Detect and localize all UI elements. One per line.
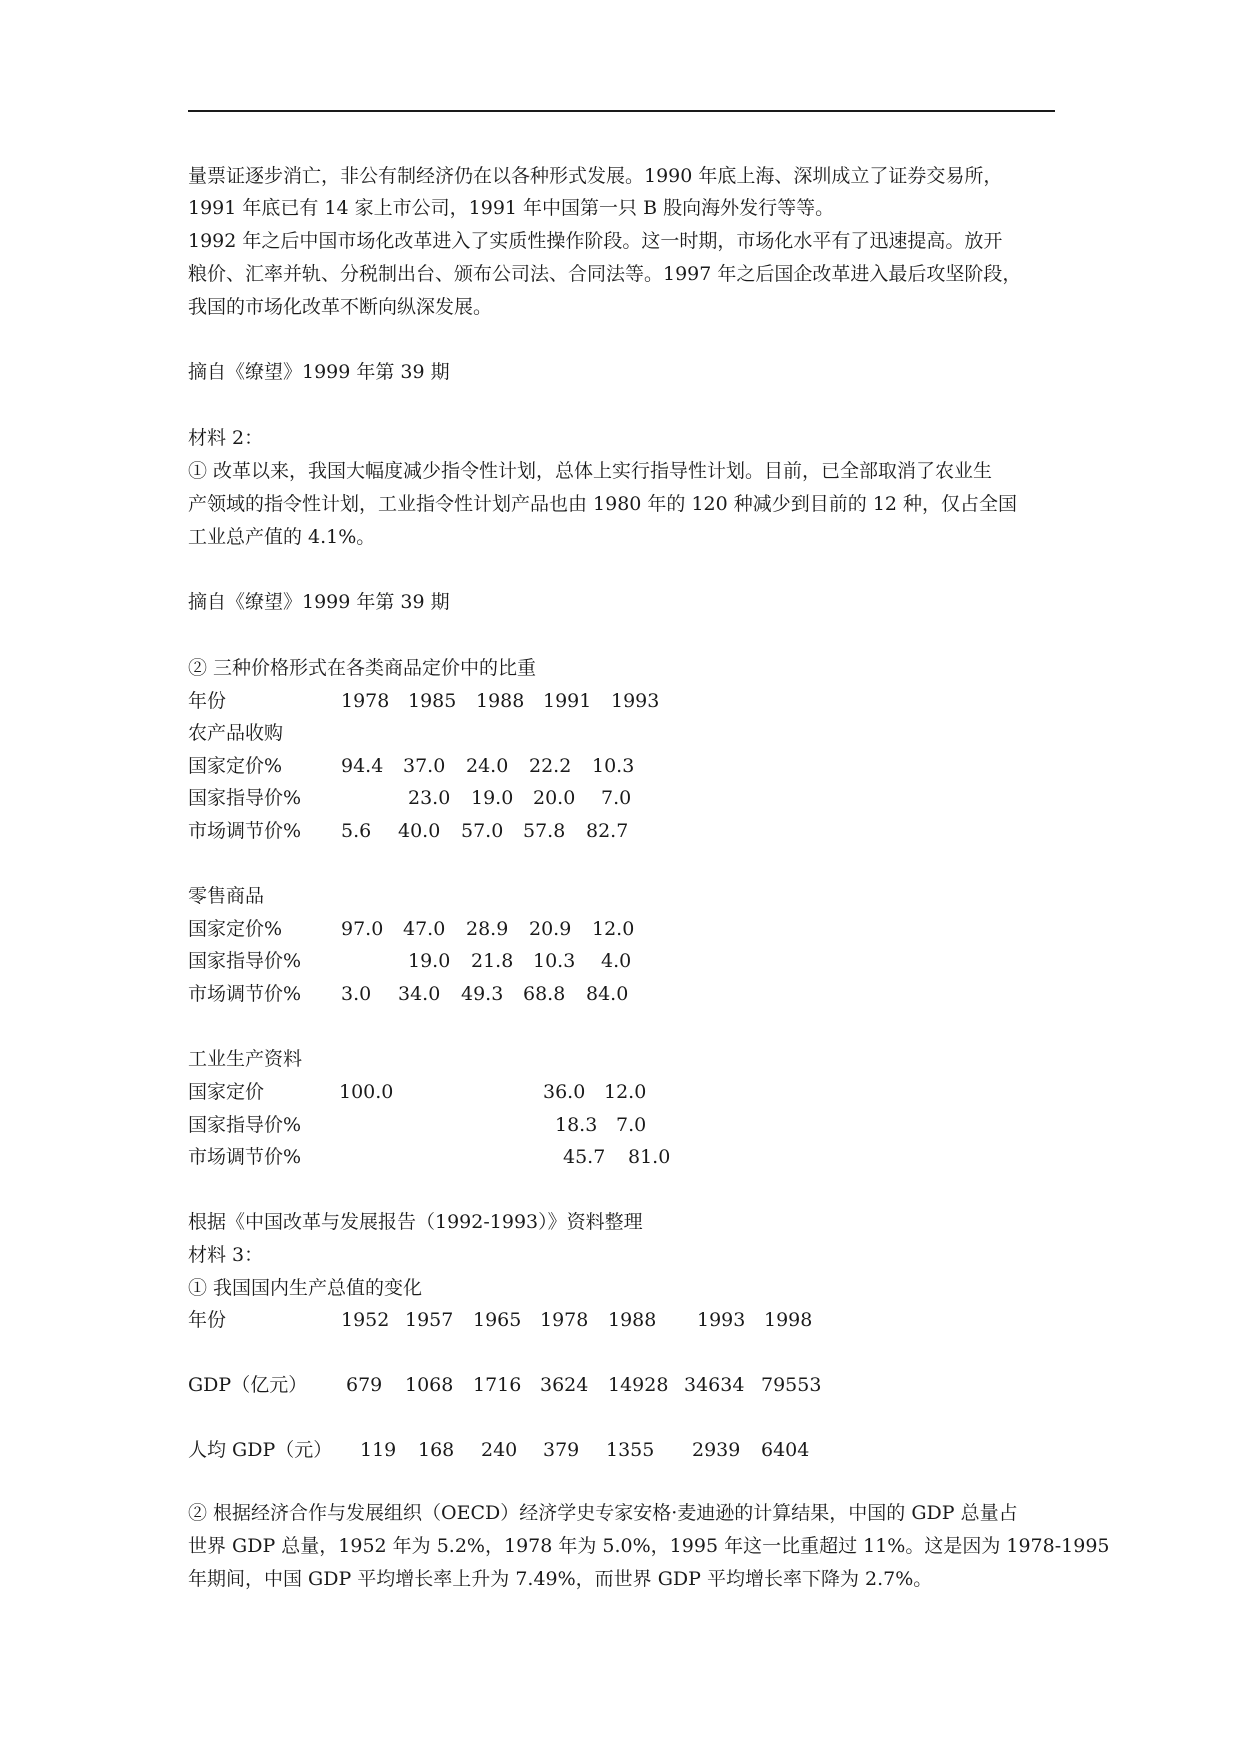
cell: 20.9 (529, 918, 572, 940)
cell: 47.0 (403, 918, 446, 940)
material3-point2-line: 年期间，中国 GDP 平均增长率上升为 7.49%，而世界 GDP 平均增长率下降为 2.7%。 (188, 1568, 933, 1590)
cell: 21.8 (471, 950, 514, 972)
per-capita-cell: 379 (543, 1439, 580, 1461)
year-cell: 1988 (476, 690, 525, 712)
gdp-cell: 79553 (761, 1374, 822, 1396)
cell: 68.8 (523, 983, 566, 1005)
group-name: 零售商品 (188, 885, 265, 907)
intro-line: 我国的市场化改革不断向纵深发展。 (188, 296, 493, 318)
material3-heading: 材料 3： (188, 1244, 264, 1266)
cell: 34.0 (398, 983, 441, 1005)
gdp-cell: 1068 (405, 1374, 454, 1396)
cell: 97.0 (341, 918, 384, 940)
cell: 82.7 (586, 820, 629, 842)
price-table-source: 根据《中国改革与发展报告（1992-1993）》资料整理 (188, 1211, 643, 1233)
material3-point2-line: ② 根据经济合作与发展组织（OECD）经济学史专家安格·麦迪逊的计算结果，中国的 GDP 总量占 (188, 1502, 1018, 1524)
cell: 4.0 (601, 950, 632, 972)
cell: 45.7 (563, 1146, 606, 1168)
gdp-table-title: ① 我国国内生产总值的变化 (188, 1277, 423, 1299)
cell: 7.0 (616, 1114, 647, 1136)
row-label: 国家指导价% (188, 787, 302, 809)
per-capita-cell: 2939 (692, 1439, 741, 1461)
cell: 40.0 (398, 820, 441, 842)
material2-point1-line: ① 改革以来，我国大幅度减少指令性计划，总体上实行指导性计划。目前，已全部取消了农业生 (188, 460, 993, 482)
cell: 3.0 (341, 983, 372, 1005)
cell: 20.0 (533, 787, 576, 809)
cell: 10.3 (592, 755, 635, 777)
intro-line: 量票证逐步消亡，非公有制经济仍在以各种形式发展。1990 年底上海、深圳成立了证券交易所， (188, 165, 1003, 187)
year-label: 年份 (188, 690, 227, 712)
row-label: 国家定价% (188, 918, 283, 940)
material2-heading: 材料 2： (188, 427, 264, 449)
cell: 28.9 (466, 918, 509, 940)
year-cell: 1957 (405, 1309, 454, 1331)
per-capita-cell: 168 (418, 1439, 455, 1461)
material2-source: 摘自《缭望》1999 年第 39 期 (188, 591, 450, 613)
cell: 36.0 (543, 1081, 586, 1103)
cell: 18.3 (555, 1114, 598, 1136)
intro-source: 摘自《缭望》1999 年第 39 期 (188, 361, 450, 383)
year-cell: 1978 (540, 1309, 589, 1331)
cell: 12.0 (604, 1081, 647, 1103)
material3-point2-line: 世界 GDP 总量，1952 年为 5.2%，1978 年为 5.0%，1995 年这一比重超过 11%。这是因为 1978-1995 (188, 1535, 1110, 1557)
year-cell: 1993 (611, 690, 660, 712)
per-capita-cell: 1355 (606, 1439, 655, 1461)
per-capita-label: 人均 GDP（元） (188, 1439, 333, 1461)
cell: 57.0 (461, 820, 504, 842)
material2-point1-line: 工业总产值的 4.1%。 (188, 526, 376, 548)
intro-line: 1991 年底已有 14 家上市公司，1991 年中国第一只 B 股向海外发行等等。 (188, 197, 835, 219)
year-cell: 1952 (341, 1309, 390, 1331)
gdp-cell: 3624 (540, 1374, 589, 1396)
group-name: 工业生产资料 (188, 1048, 303, 1070)
per-capita-cell: 119 (360, 1439, 397, 1461)
cell: 5.6 (341, 820, 372, 842)
year-label: 年份 (188, 1309, 227, 1331)
cell: 94.4 (341, 755, 384, 777)
year-cell: 1985 (408, 690, 457, 712)
year-cell: 1991 (543, 690, 592, 712)
per-capita-cell: 240 (481, 1439, 518, 1461)
year-cell: 1988 (608, 1309, 657, 1331)
cell: 100.0 (339, 1081, 394, 1103)
cell: 37.0 (403, 755, 446, 777)
year-cell: 1965 (473, 1309, 522, 1331)
year-cell: 1993 (697, 1309, 746, 1331)
row-label: 市场调节价% (188, 983, 302, 1005)
per-capita-cell: 6404 (761, 1439, 810, 1461)
cell: 57.8 (523, 820, 566, 842)
gdp-cell: 679 (346, 1374, 383, 1396)
year-cell: 1998 (764, 1309, 813, 1331)
intro-line: 粮价、汇率并轨、分税制出台、颁布公司法、合同法等。1997 年之后国企改革进入最后攻坚阶段， (188, 263, 1022, 285)
row-label: 国家定价 (188, 1081, 265, 1103)
row-label: 国家指导价% (188, 1114, 302, 1136)
cell: 19.0 (408, 950, 451, 972)
row-label: 市场调节价% (188, 820, 302, 842)
price-table-title: ② 三种价格形式在各类商品定价中的比重 (188, 657, 537, 679)
cell: 84.0 (586, 983, 629, 1005)
cell: 22.2 (529, 755, 572, 777)
row-label: 市场调节价% (188, 1146, 302, 1168)
group-name: 农产品收购 (188, 722, 284, 744)
material2-point1-line: 产领域的指令性计划，工业指令性计划产品也由 1980 年的 120 种减少到目前的 12 种，仅占全国 (188, 493, 1018, 515)
gdp-cell: 1716 (473, 1374, 522, 1396)
cell: 49.3 (461, 983, 504, 1005)
year-cell: 1978 (341, 690, 390, 712)
cell: 24.0 (466, 755, 509, 777)
intro-line: 1992 年之后中国市场化改革进入了实质性操作阶段。这一时期，市场化水平有了迅速提高。放开 (188, 230, 1003, 252)
gdp-cell: 14928 (608, 1374, 669, 1396)
gdp-cell: 34634 (684, 1374, 745, 1396)
cell: 23.0 (408, 787, 451, 809)
row-label: 国家定价% (188, 755, 283, 777)
row-label: 国家指导价% (188, 950, 302, 972)
cell: 12.0 (592, 918, 635, 940)
cell: 19.0 (471, 787, 514, 809)
header-rule (188, 110, 1055, 112)
cell: 10.3 (533, 950, 576, 972)
cell: 81.0 (628, 1146, 671, 1168)
cell: 7.0 (601, 787, 632, 809)
gdp-label: GDP（亿元） (188, 1374, 308, 1396)
